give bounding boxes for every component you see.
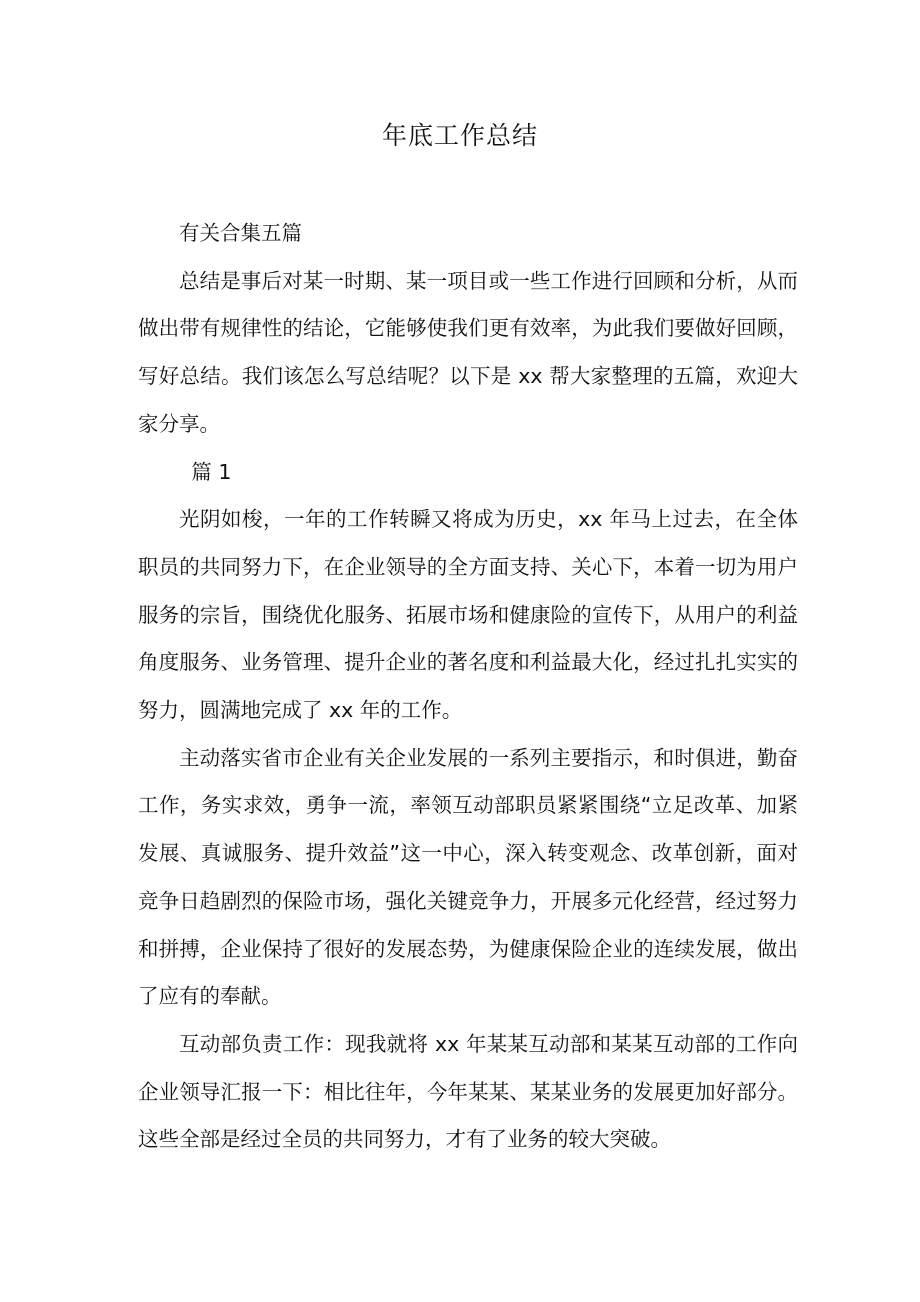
section-label: 篇 1 <box>191 459 232 484</box>
document-subtitle: 有关合集五篇 <box>179 221 302 245</box>
intro-paragraph: 总结是事后对某一时期、某一项目或一些工作进行回顾和分析，从而做出带有规律性的结论，它能够使我们更有效率，为此我们要做好回顾，写好总结。我们该怎么写总结呢？以下是 xx 帮大家整理的五篇，欢迎大家分享。 <box>138 268 798 436</box>
body-paragraph-3: 互动部负责工作：现我就将 xx 年某某互动部和某某互动部的工作向企业领导汇报一下：相比往年，今年某某、某某业务的发展更加好部分。这些全部是经过全员的共同努力，才有了业务的较大突破。 <box>138 1031 798 1152</box>
document-title: 年底工作总结 <box>381 121 538 150</box>
body-paragraph-2: 主动落实省市企业有关企业发展的一系列主要指示，和时俱进，勤奋工作，务实求效，勇争一流，率领互动部职员紧紧围绕“立足改革、加紧发展、真诚服务、提升效益”这一中心，深入转变观念、改革创新，面对竞争日趋剧烈的保险市场，强化关键竞争力，开展多元化经营，经过努力和拼搏，企业保持了很好的发展态势，为健康保险企业的连续发展，做出了应有的奉献。 <box>138 745 798 1009</box>
body-paragraph-1: 光阴如梭，一年的工作转瞬又将成为历史，xx 年马上过去，在全体职员的共同努力下，在企业领导的全方面支持、关心下，本着一切为用户服务的宗旨，围绕优化服务、拓展市场和健康险的宣传下，从用户的利益角度服务、业务管理、提升企业的著名度和利益最大化，经过扎扎实实的努力，圆满地完成了 xx 年的工作。 <box>138 507 798 723</box>
document-body <box>138 210 798 1164</box>
